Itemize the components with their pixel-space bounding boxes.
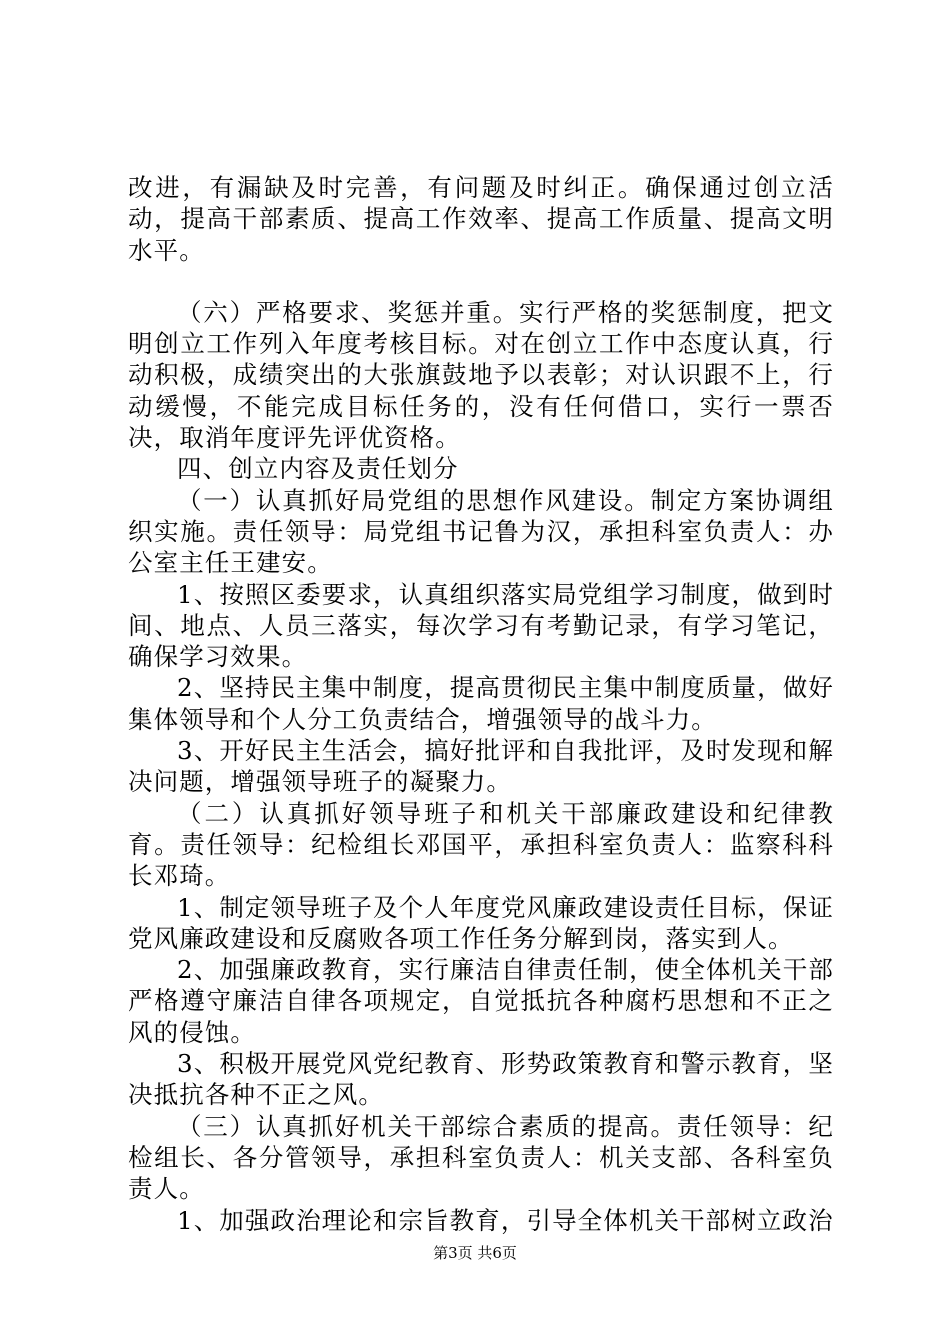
paragraph-item-two-point-1: 1、制定领导班子及个人年度党风廉政建设责任目标，保证党风廉政建设和反腐败各项工作任务分解到岗，落实到人。: [128, 892, 834, 953]
paragraph-item-three: （三）认真抓好机关干部综合素质的提高。责任领导：纪检组长、各分管领导，承担科室负责人：机关支部、各科室负责人。: [128, 1111, 834, 1204]
paragraph-item-one: （一）认真抓好局党组的思想作风建设。制定方案协调组织实施。责任领导：局党组书记鲁为汉，承担科室负责人：办公室主任王建安。: [128, 485, 834, 578]
paragraph-item-two: （二）认真抓好领导班子和机关干部廉政建设和纪律教育。责任领导：纪检组长邓国平，承担科室负责人：监察科科长邓琦。: [128, 798, 834, 891]
page-number-footer: 第3页 共6页: [433, 1244, 517, 1262]
paragraph-item-one-point-1: 1、按照区委要求，认真组织落实局党组学习制度，做到时间、地点、人员三落实，每次学习有考勤记录，有学习笔记，确保学习效果。: [128, 579, 834, 672]
paragraph-item-one-point-2: 2、坚持民主集中制度，提高贯彻民主集中制度质量，做好集体领导和个人分工负责结合，增强领导的战斗力。: [128, 673, 834, 734]
paragraph-section-six: （六）严格要求、奖惩并重。实行严格的奖惩制度，把文明创立工作列入年度考核目标。对在创立工作中态度认真，行动积极，成绩突出的大张旗鼓地予以表彰；对认识跟不上，行动缓慢，不能完成目标任务的，没有任何借口，实行一票否决，取消年度评先评优资格。: [128, 297, 834, 453]
document-body: [128, 172, 834, 1236]
paragraph-item-one-point-3: 3、开好民主生活会，搞好批评和自我批评，及时发现和解决问题，增强领导班子的凝聚力。: [128, 736, 834, 797]
paragraph-continuation: 改进，有漏缺及时完善，有问题及时纠正。确保通过创立活动，提高干部素质、提高工作效率、提高工作质量、提高文明水平。: [128, 173, 834, 265]
heading-section-four: 四、创立内容及责任划分: [177, 454, 459, 484]
paragraph-item-two-point-3: 3、积极开展党风党纪教育、形势政策教育和警示教育，坚决抵抗各种不正之风。: [128, 1049, 834, 1110]
paragraph-item-two-point-2: 2、加强廉政教育，实行廉洁自律责任制，使全体机关干部严格遵守廉洁自律各项规定，自觉抵抗各种腐朽思想和不正之风的侵蚀。: [128, 955, 834, 1047]
paragraph-item-three-point-1: 1、加强政治理论和宗旨教育，引导全体机关干部树立政治: [177, 1205, 834, 1235]
